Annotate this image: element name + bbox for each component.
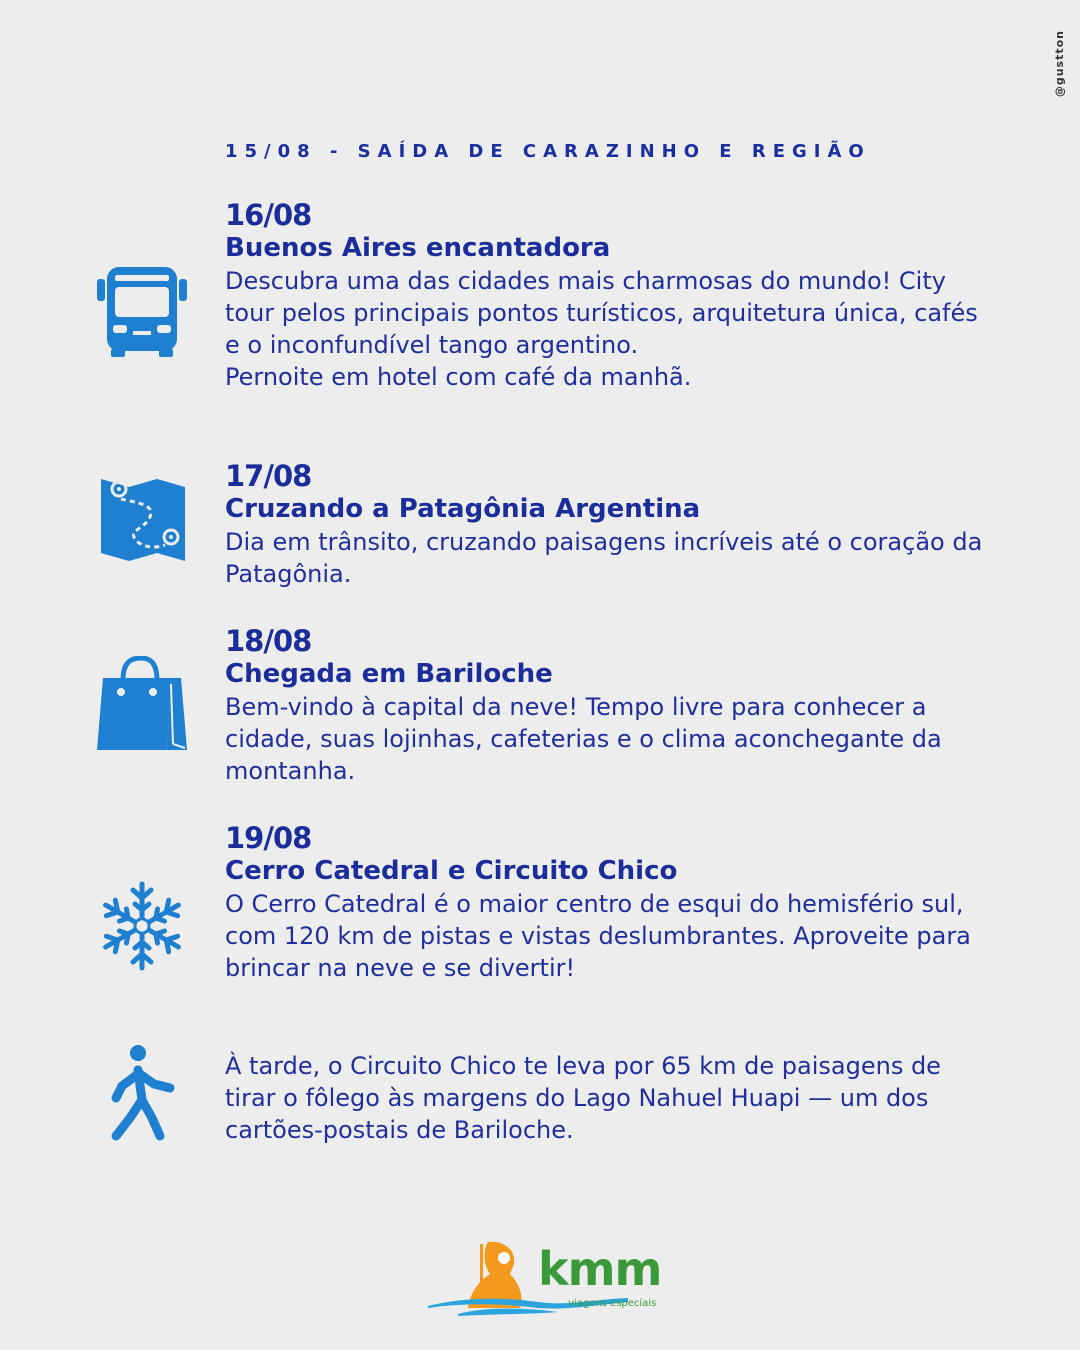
snowflake-icon xyxy=(96,880,188,972)
day-date: 18/08 xyxy=(225,624,312,658)
day-date: 16/08 xyxy=(225,198,312,232)
kmm-logo xyxy=(428,1240,662,1320)
day-block-1608 xyxy=(225,198,985,393)
day-title: Cerro Catedral e Circuito Chico xyxy=(225,856,678,886)
day-title: Cruzando a Patagônia Argentina xyxy=(225,494,701,524)
afternoon-block xyxy=(225,1050,985,1146)
map-icon xyxy=(99,475,187,563)
day-block-1708 xyxy=(225,459,985,590)
shopping-bag-icon xyxy=(97,656,187,752)
bus-icon xyxy=(97,265,187,357)
afternoon-description: À tarde, o Circuito Chico te leva por 65 km de paisagens de tirar o fôlego às margens do Lago Nahuel Huapi — um dos cartões-postais de Bariloche. xyxy=(225,1052,941,1144)
day-description: Dia em trânsito, cruzando paisagens incríveis até o coração da Patagônia. xyxy=(225,528,983,588)
day-title: Buenos Aires encantadora xyxy=(225,233,611,263)
day-description: Descubra uma das cidades mais charmosas do mundo! City tour pelos principais pontos turísticos, arquitetura única, cafés e o inconfundível tango argentino. xyxy=(225,267,978,359)
day-date: 19/08 xyxy=(225,821,312,855)
author-handle: @gustton xyxy=(1053,30,1066,98)
day-description: Bem-vindo à capital da neve! Tempo livre para conhecer a cidade, suas lojinhas, cafeterias e o clima aconchegante da montanha. xyxy=(225,693,942,785)
logo-name: kmm xyxy=(538,1242,662,1296)
departure-heading: 15/08 - SAÍDA DE CARAZINHO E REGIÃO xyxy=(225,141,871,162)
logo-tagline: viagens especiais xyxy=(568,1298,657,1309)
day-description: O Cerro Catedral é o maior centro de esqui do hemisfério sul, com 120 km de pistas e vistas deslumbrantes. Aproveite para brincar na neve e se divertir! xyxy=(225,890,971,982)
day-block-1908 xyxy=(225,821,985,984)
day-date: 17/08 xyxy=(225,459,312,493)
day-description-extra: Pernoite em hotel com café da manhã. xyxy=(225,363,692,391)
day-title: Chegada em Bariloche xyxy=(225,659,553,689)
day-block-1808 xyxy=(225,624,985,787)
walking-person-icon xyxy=(108,1044,178,1142)
